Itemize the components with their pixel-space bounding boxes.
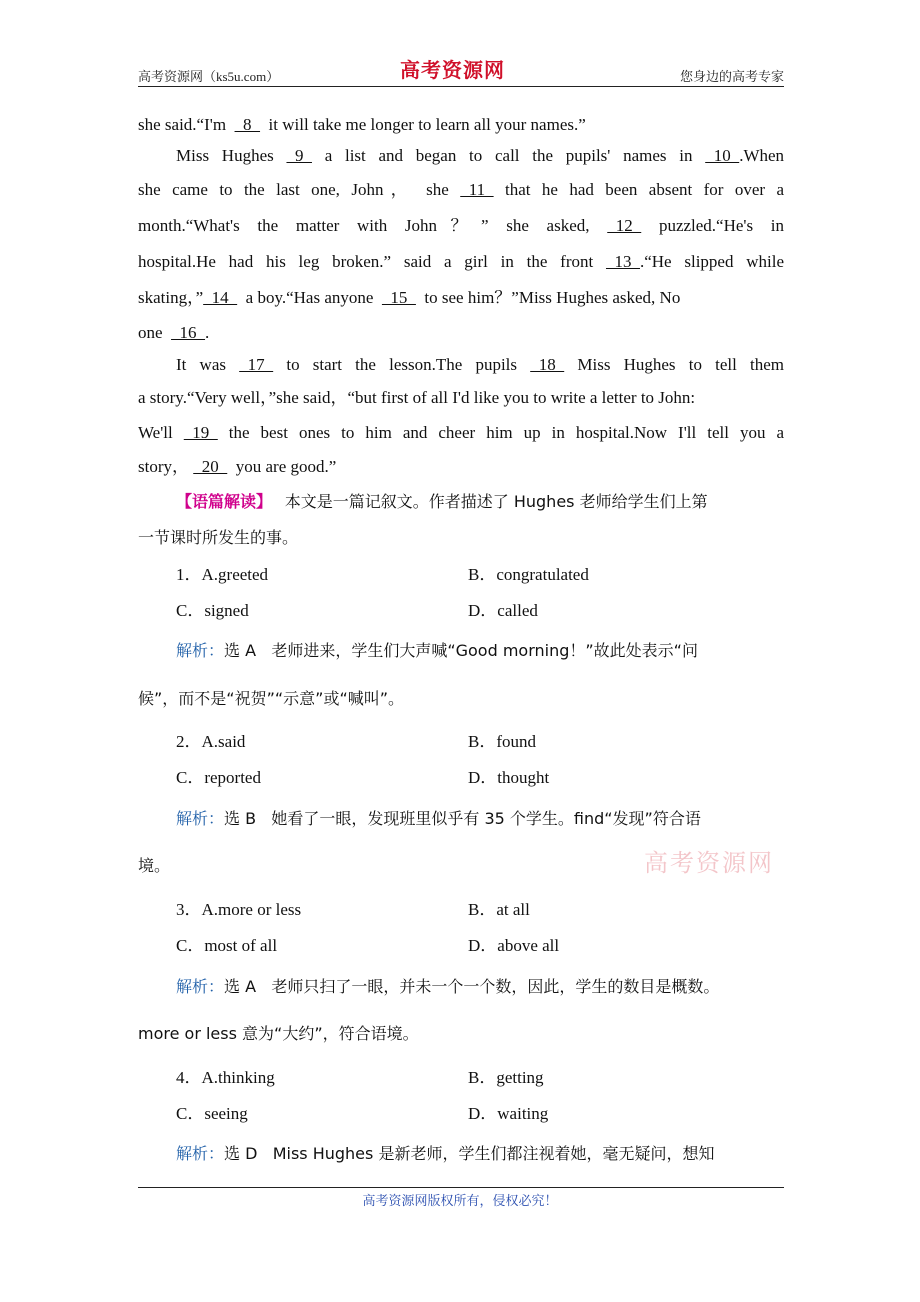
page-header	[138, 54, 784, 87]
passage-line-5: hospital.He had his leg broken.” said a girl in the front 13 .“He slipped while	[138, 252, 784, 271]
passage-line-2: Miss Hughes 9 a list and began to call the pupils' names in 10 .When	[176, 146, 785, 165]
q3-option-c: C．most of all	[176, 936, 278, 955]
q3-option-b: B．at all	[468, 900, 530, 919]
q4-option-b: B．getting	[468, 1068, 544, 1087]
q2-option-c: C．reported	[176, 768, 261, 787]
passage-line-7: one 16 .	[138, 323, 210, 342]
q2-explanation-cont: 境。	[138, 856, 171, 875]
q3-option-a: 3．A.more or less	[176, 900, 302, 919]
blank-8: 8	[234, 115, 261, 134]
reading-analysis: 【语篇解读】 本文是一篇记叙文。作者描述了 Hughes 老师给学生们上第	[176, 492, 708, 511]
blank-17: 17	[239, 355, 274, 374]
q2-option-b: B．found	[468, 732, 536, 751]
blank-14: 14	[203, 288, 238, 307]
q3-explanation: 解析：选 A 老师只扫了一眼，并未一个一个数，因此，学生的数目是概数。	[176, 977, 720, 996]
blank-15: 15	[381, 288, 416, 307]
q4-option-c: C．seeing	[176, 1104, 248, 1123]
q3-explanation-cont: more or less 意为“大约”，符合语境。	[138, 1024, 419, 1043]
blank-20: 20	[193, 457, 228, 476]
q4-option-a: 4．A.thinking	[176, 1068, 275, 1087]
q2-explanation: 解析：选 B 她看了一眼，发现班里似乎有 35 个学生。find“发现”符合语	[176, 809, 701, 828]
passage-line-9: a story.“Very well，”she said，“but first of all I'd like you to write a letter to John:	[138, 388, 696, 407]
footer-rule	[138, 1187, 784, 1188]
blank-12: 12	[607, 216, 642, 235]
passage-line-6: skating，” 14 a boy.“Has anyone 15 to see him？”Miss Hughes asked, No	[138, 288, 681, 307]
q2-option-d: D．thought	[468, 768, 550, 787]
q1-option-b: B．congratulated	[468, 565, 589, 584]
q1-option-a: 1．A.greeted	[176, 565, 269, 584]
header-site-name: 高考资源网（ks5u.com）	[138, 69, 280, 84]
blank-11: 11	[460, 180, 494, 199]
q1-option-c: C．signed	[176, 601, 249, 620]
q2-option-a: 2．A.said	[176, 732, 246, 751]
q1-option-d: D．called	[468, 601, 538, 620]
q3-option-d: D．above all	[468, 936, 560, 955]
analysis-tag: 【语篇解读】	[176, 492, 273, 511]
passage-line-11: story， 20 you are good.”	[138, 457, 337, 476]
q1-explanation-cont: 候”，而不是“祝贺”“示意”或“喊叫”。	[138, 689, 405, 708]
passage-line-10: We'll 19 the best ones to him and cheer him up in hospital.Now I'll tell you a	[138, 423, 785, 442]
passage-line-8: It was 17 to start the lesson.The pupils 18 Miss Hughes to tell them	[176, 355, 784, 374]
passage-line-4: month.“What's the matter with John？” she asked, 12 puzzled.“He's in	[138, 216, 785, 235]
q4-option-d: D．waiting	[468, 1104, 549, 1123]
header-logo: 高考资源网	[400, 60, 505, 82]
blank-10: 10	[705, 146, 740, 165]
watermark: 高考资源网	[644, 849, 774, 877]
blank-19: 19	[183, 423, 218, 442]
header-slogan: 您身边的高考专家	[679, 69, 784, 84]
page-footer: 高考资源网版权所有，侵权必究！	[362, 1193, 558, 1208]
q4-explanation: 解析：选 D Miss Hughes 是新老师，学生们都注视着她，毫无疑问，想知	[176, 1144, 715, 1163]
q1-explanation: 解析：选 A 老师进来，学生们大声喊“Good morning！”故此处表示“问	[176, 641, 698, 660]
blank-9: 9	[286, 146, 312, 165]
passage-line-3: she came to the last one, John， she 11 that he had been absent for over a	[138, 180, 785, 199]
passage-line-1: she said.“I'm 8 it will take me longer to learn all your names.”	[138, 115, 586, 134]
blank-16: 16	[171, 323, 206, 342]
blank-18: 18	[530, 355, 565, 374]
blank-13: 13	[605, 252, 640, 271]
reading-analysis-cont: 一节课时所发生的事。	[138, 528, 299, 547]
